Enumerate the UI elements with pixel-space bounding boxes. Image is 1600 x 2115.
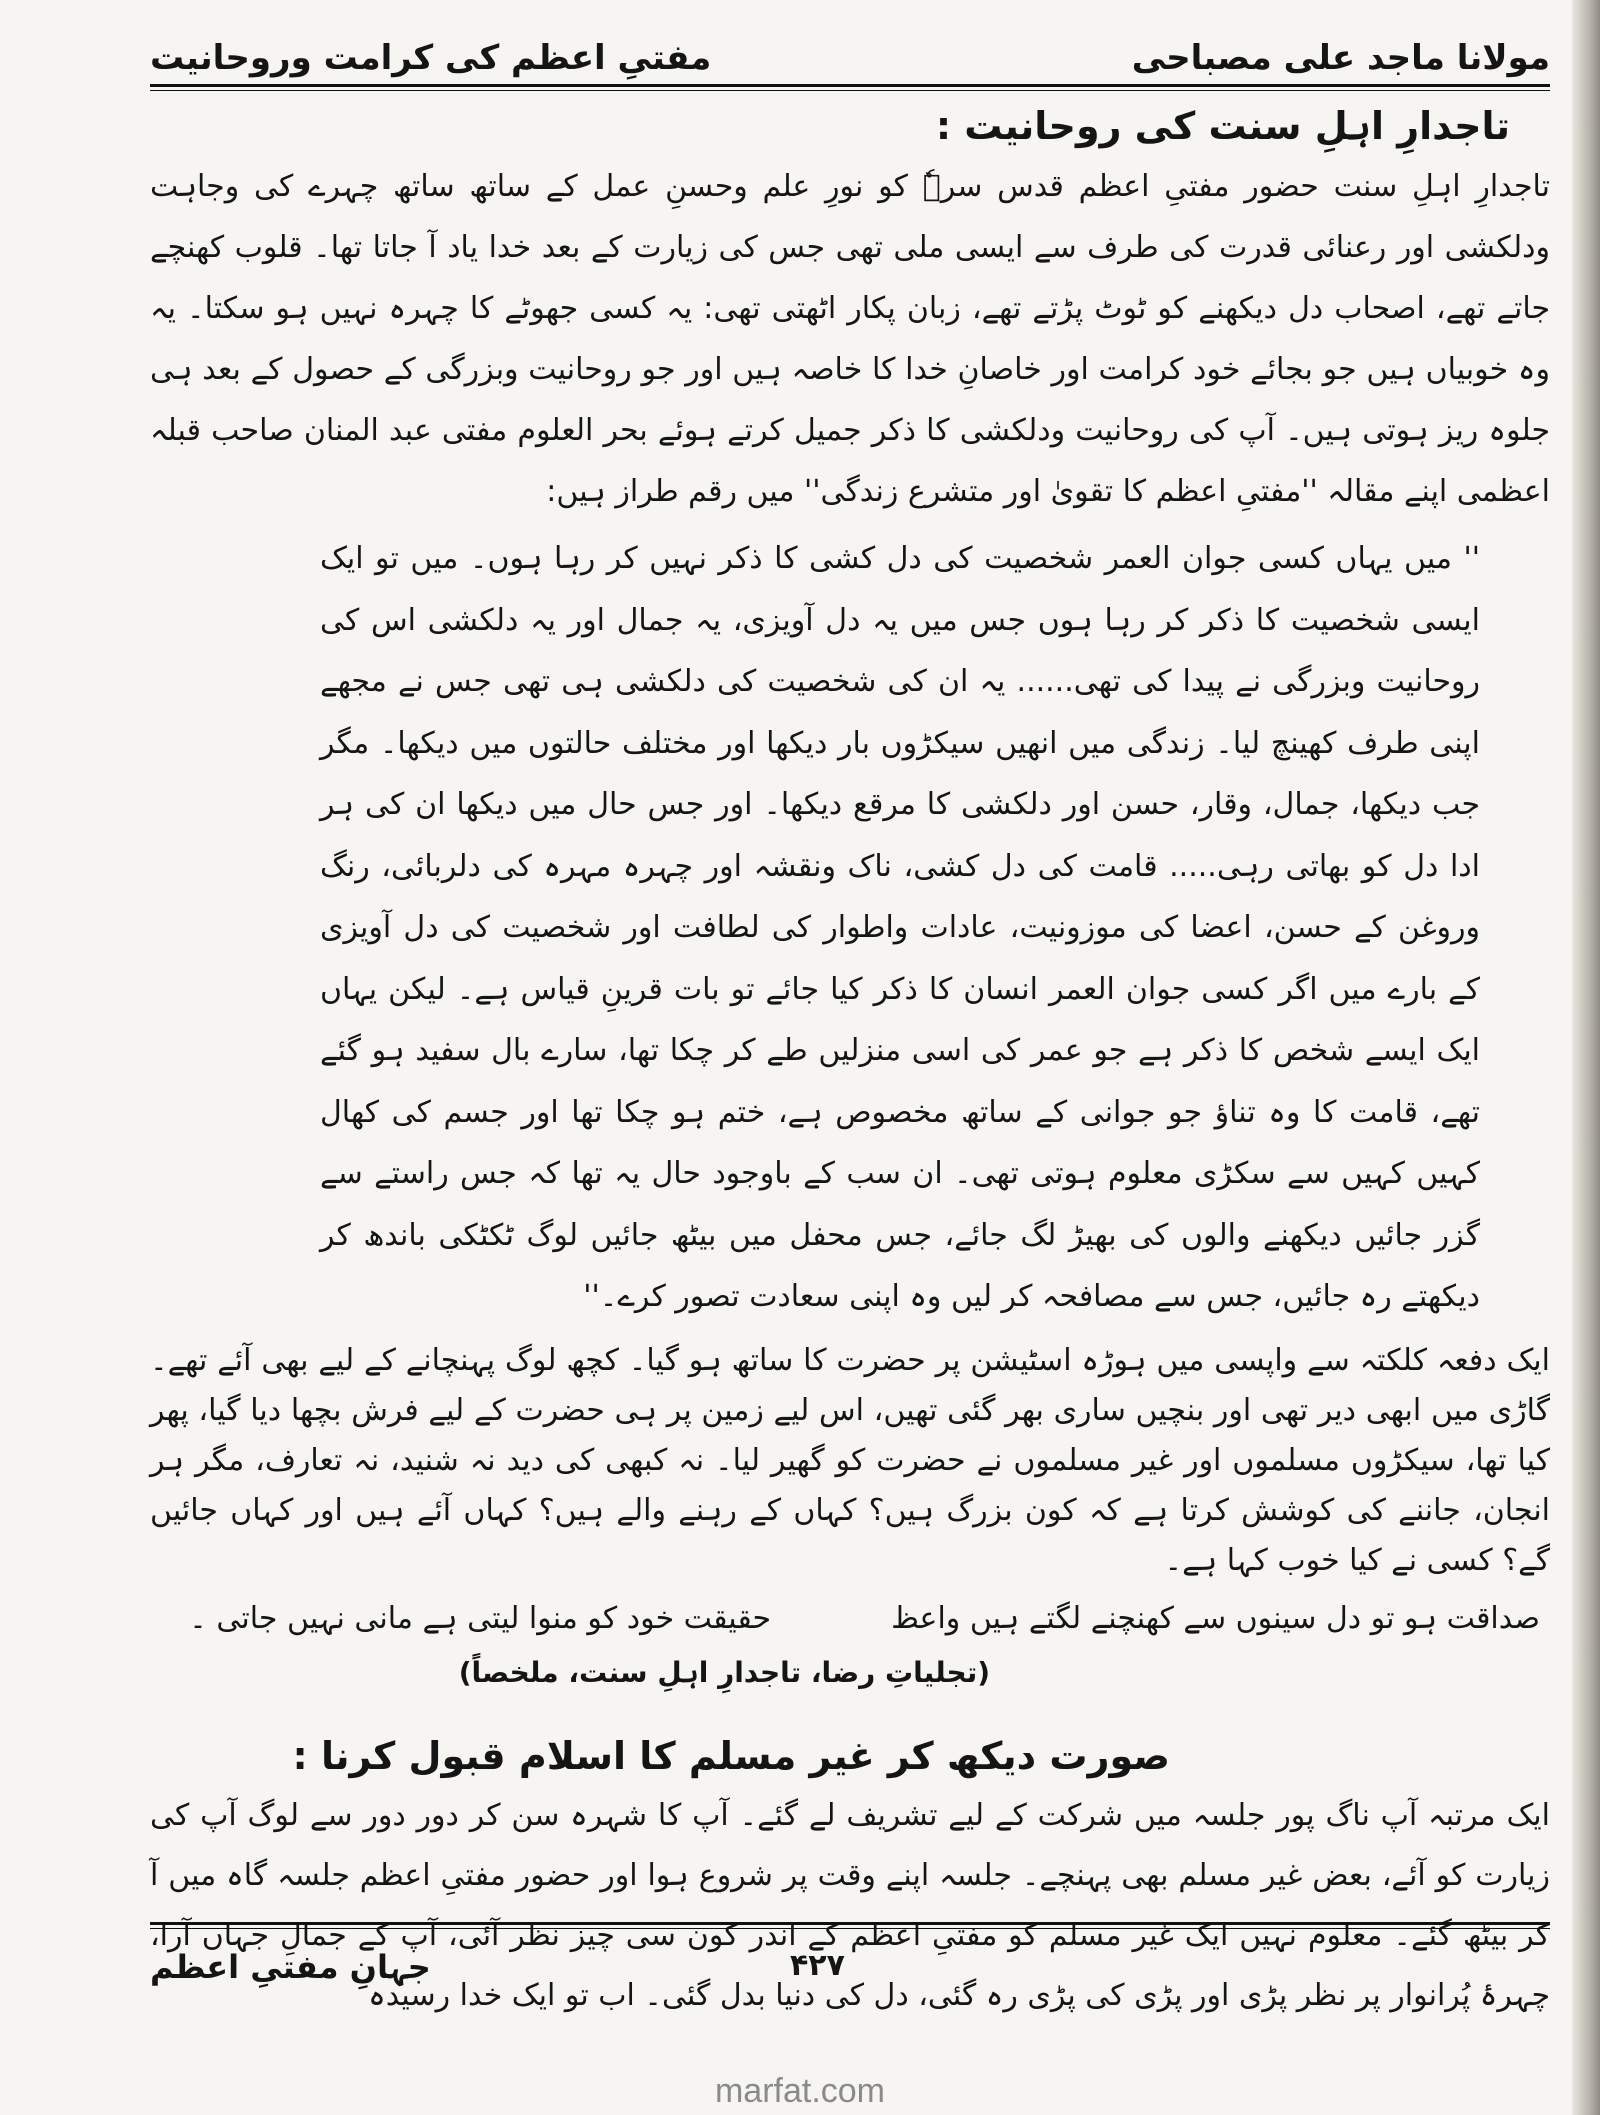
section-heading-conversion: صورت دیکھ کر غیر مسلم کا اسلام قبول کرنا : xyxy=(292,1733,1170,1778)
couplet-second-line: حقیقت خود کو منوا لیتی ہے مانی نہیں جاتی ۔ xyxy=(189,1600,772,1636)
footer-rule-thin xyxy=(150,1928,1550,1929)
story-paragraph: ایک دفعہ کلکتہ سے واپسی میں ہوڑہ اسٹیشن پر حضرت کا ساتھ ہو گیا۔ کچھ لوگ پہنچانے کے لیے بھی آئے تھے۔ گاڑی میں ابھی دیر تھی اور بنچیں ساری بھر گئی تھیں، اس لیے زمین پر ہی حضرت کے لیے فرش بچھا دیا گیا، پھر کیا تھا، سیکڑوں مسلموں اور غیر مسلموں نے حضرت کو گھیر لیا۔ نہ کبھی کی دید نہ شنید، نہ تعارف، مگر ہر انجان، جاننے کی کوشش کرتا ہے کہ کون بزرگ ہیں؟ کہاں کے رہنے والے ہیں؟ کہاں آئے ہیں اور کہاں جائیں گے؟ کسی نے کیا خوب کہا ہے۔ xyxy=(150,1342,1550,1578)
poetry-couplet xyxy=(150,1594,1540,1644)
quoted-passage: '' میں یہاں کسی جوان العمر شخصیت کی دل کشی کا ذکر نہیں کر رہا ہوں۔ میں تو ایک ایسی شخصیت کا ذکر کر رہا ہوں جس میں یہ دل آویزی، یہ جمال اور یہ دلکشی اس کی روحانیت وبزرگی نے پیدا کی تھی...... یہ ان کی شخصیت کی دلکشی ہی تھی جس نے مجھے اپنی طرف کھینچ لیا۔ زندگی میں انھیں سیکڑوں بار دیکھا اور مختلف حالتوں میں دیکھا۔ مگر جب دیکھا، جمال، وقار، حسن اور دلکشی کا مرقع دیکھا۔ اور جس حال میں دیکھا ان کی ہر ادا دل کو بھاتی رہی..... قامت کی دل کشی، ناک ونقشہ اور چہرہ مہرہ کی دلربائی، رنگ وروغن کے حسن، اعضا کی موزونیت، عادات واطوار کی لطافت اور شخصیت کی دل آویزی کے بارے میں اگر کسی جوان العمر انسان کا ذکر کیا جائے تو بات قرینِ قیاس ہے۔ لیکن یہاں ایک ایسے شخص کا ذکر ہے جو عمر کی اسی منزلیں طے کر چکا تھا، سارے بال سفید ہو گئے تھے، قامت کا وہ تناؤ جو جوانی کے ساتھ مخصوص ہے، ختم ہو چکا تھا اور جسم کی کھال کہیں کہیں سے سکڑی معلوم ہوتی تھی۔ ان سب کے باوجود حال یہ تھا کہ جس راستے سے گزر جائیں دیکھنے والوں کی بھیڑ لگ جائے، جس محفل میں بیٹھ جائیں لوگ ٹکٹکی باندھ کر دیکھتے رہ جائیں، جس سے مصافحہ کر لیں وہ اپنی سعادت تصور کرے۔'' xyxy=(320,541,1480,1314)
header-chapter-title: مفتیِ اعظم کی کرامت وروحانیت xyxy=(150,38,712,78)
couplet-first-line: صداقت ہو تو دل سینوں سے کھنچنے لگتے ہیں واعظ xyxy=(891,1600,1540,1636)
running-footer xyxy=(150,1948,1550,1998)
intro-paragraph: تاجدارِ اہلِ سنت حضور مفتیِ اعظم قدس سرہٗ کو نورِ علم وحسنِ عمل کے ساتھ ساتھ چہرے کی وجاہت ودلکشی اور رعنائی قدرت کی طرف سے ایسی ملی تھی جس کی زیارت کے بعد خدا یاد آ جاتا تھا۔ قلوب کھنچے جاتے تھے، اصحاب دل دیکھنے کو ٹوٹ پڑتے تھے، زبان پکار اٹھتی تھی: یہ کسی جھوٹے کا چہرہ نہیں ہو سکتا۔ یہ وہ خوبیاں ہیں جو بجائے خود کرامت اور خاصانِ خدا کا خاصہ ہیں اور جو روحانیت وبزرگی کے حصول کے بعد ہی جلوہ ریز ہوتی ہیں۔ آپ کی روحانیت ودلکشی کا ذکر جمیل کرتے ہوئے بحر العلوم مفتی عبد المنان صاحب قبلہ اعظمی اپنے مقالہ ''مفتیِ اعظم کا تقویٰ اور متشرع زندگی'' میں رقم طراز ہیں: xyxy=(150,169,1550,509)
footer-book-title: جہانِ مفتیِ اعظم xyxy=(150,1948,431,1986)
header-rule xyxy=(150,84,1550,87)
watermark: marfat.com xyxy=(714,2072,886,2110)
header-rule-thin xyxy=(150,90,1550,91)
header-author: مولانا ماجد علی مصباحی xyxy=(1131,38,1550,78)
page-edge-shadow xyxy=(1572,0,1600,2115)
page-number: ۴۲۷ xyxy=(790,1948,845,1983)
running-header xyxy=(150,20,1550,78)
footer-rule xyxy=(150,1922,1550,1925)
source-reference: (تجلیاتِ رضا، تاجدارِ اہلِ سنت، ملخصاً) xyxy=(458,1655,990,1689)
section-heading-spirituality: تاجدارِ اہلِ سنت کی روحانیت : xyxy=(935,104,1510,148)
conversion-paragraph: ایک مرتبہ آپ ناگ پور جلسہ میں شرکت کے لیے تشریف لے گئے۔ آپ کا شہرہ سن کر دور دور سے لوگ آپ کی زیارت کو آئے، بعض غیر مسلم بھی پہنچے۔ جلسہ اپنے وقت پر شروع ہوا اور حضور مفتیِ اعظم جلسہ گاہ میں آ کر بیٹھ گئے۔ معلوم نہیں ایک غیر مسلم کو مفتیِ اعظم کے اندر کون سی چیز نظر آئی، آپ کے جمالِ جہاں آرا، چہرۂ پُرانوار پر نظر پڑی اور پڑی کی پڑی رہ گئی، دل کی دنیا بدل گئی۔ اب تو ایک خدا رسیدہ xyxy=(150,1797,1550,2013)
